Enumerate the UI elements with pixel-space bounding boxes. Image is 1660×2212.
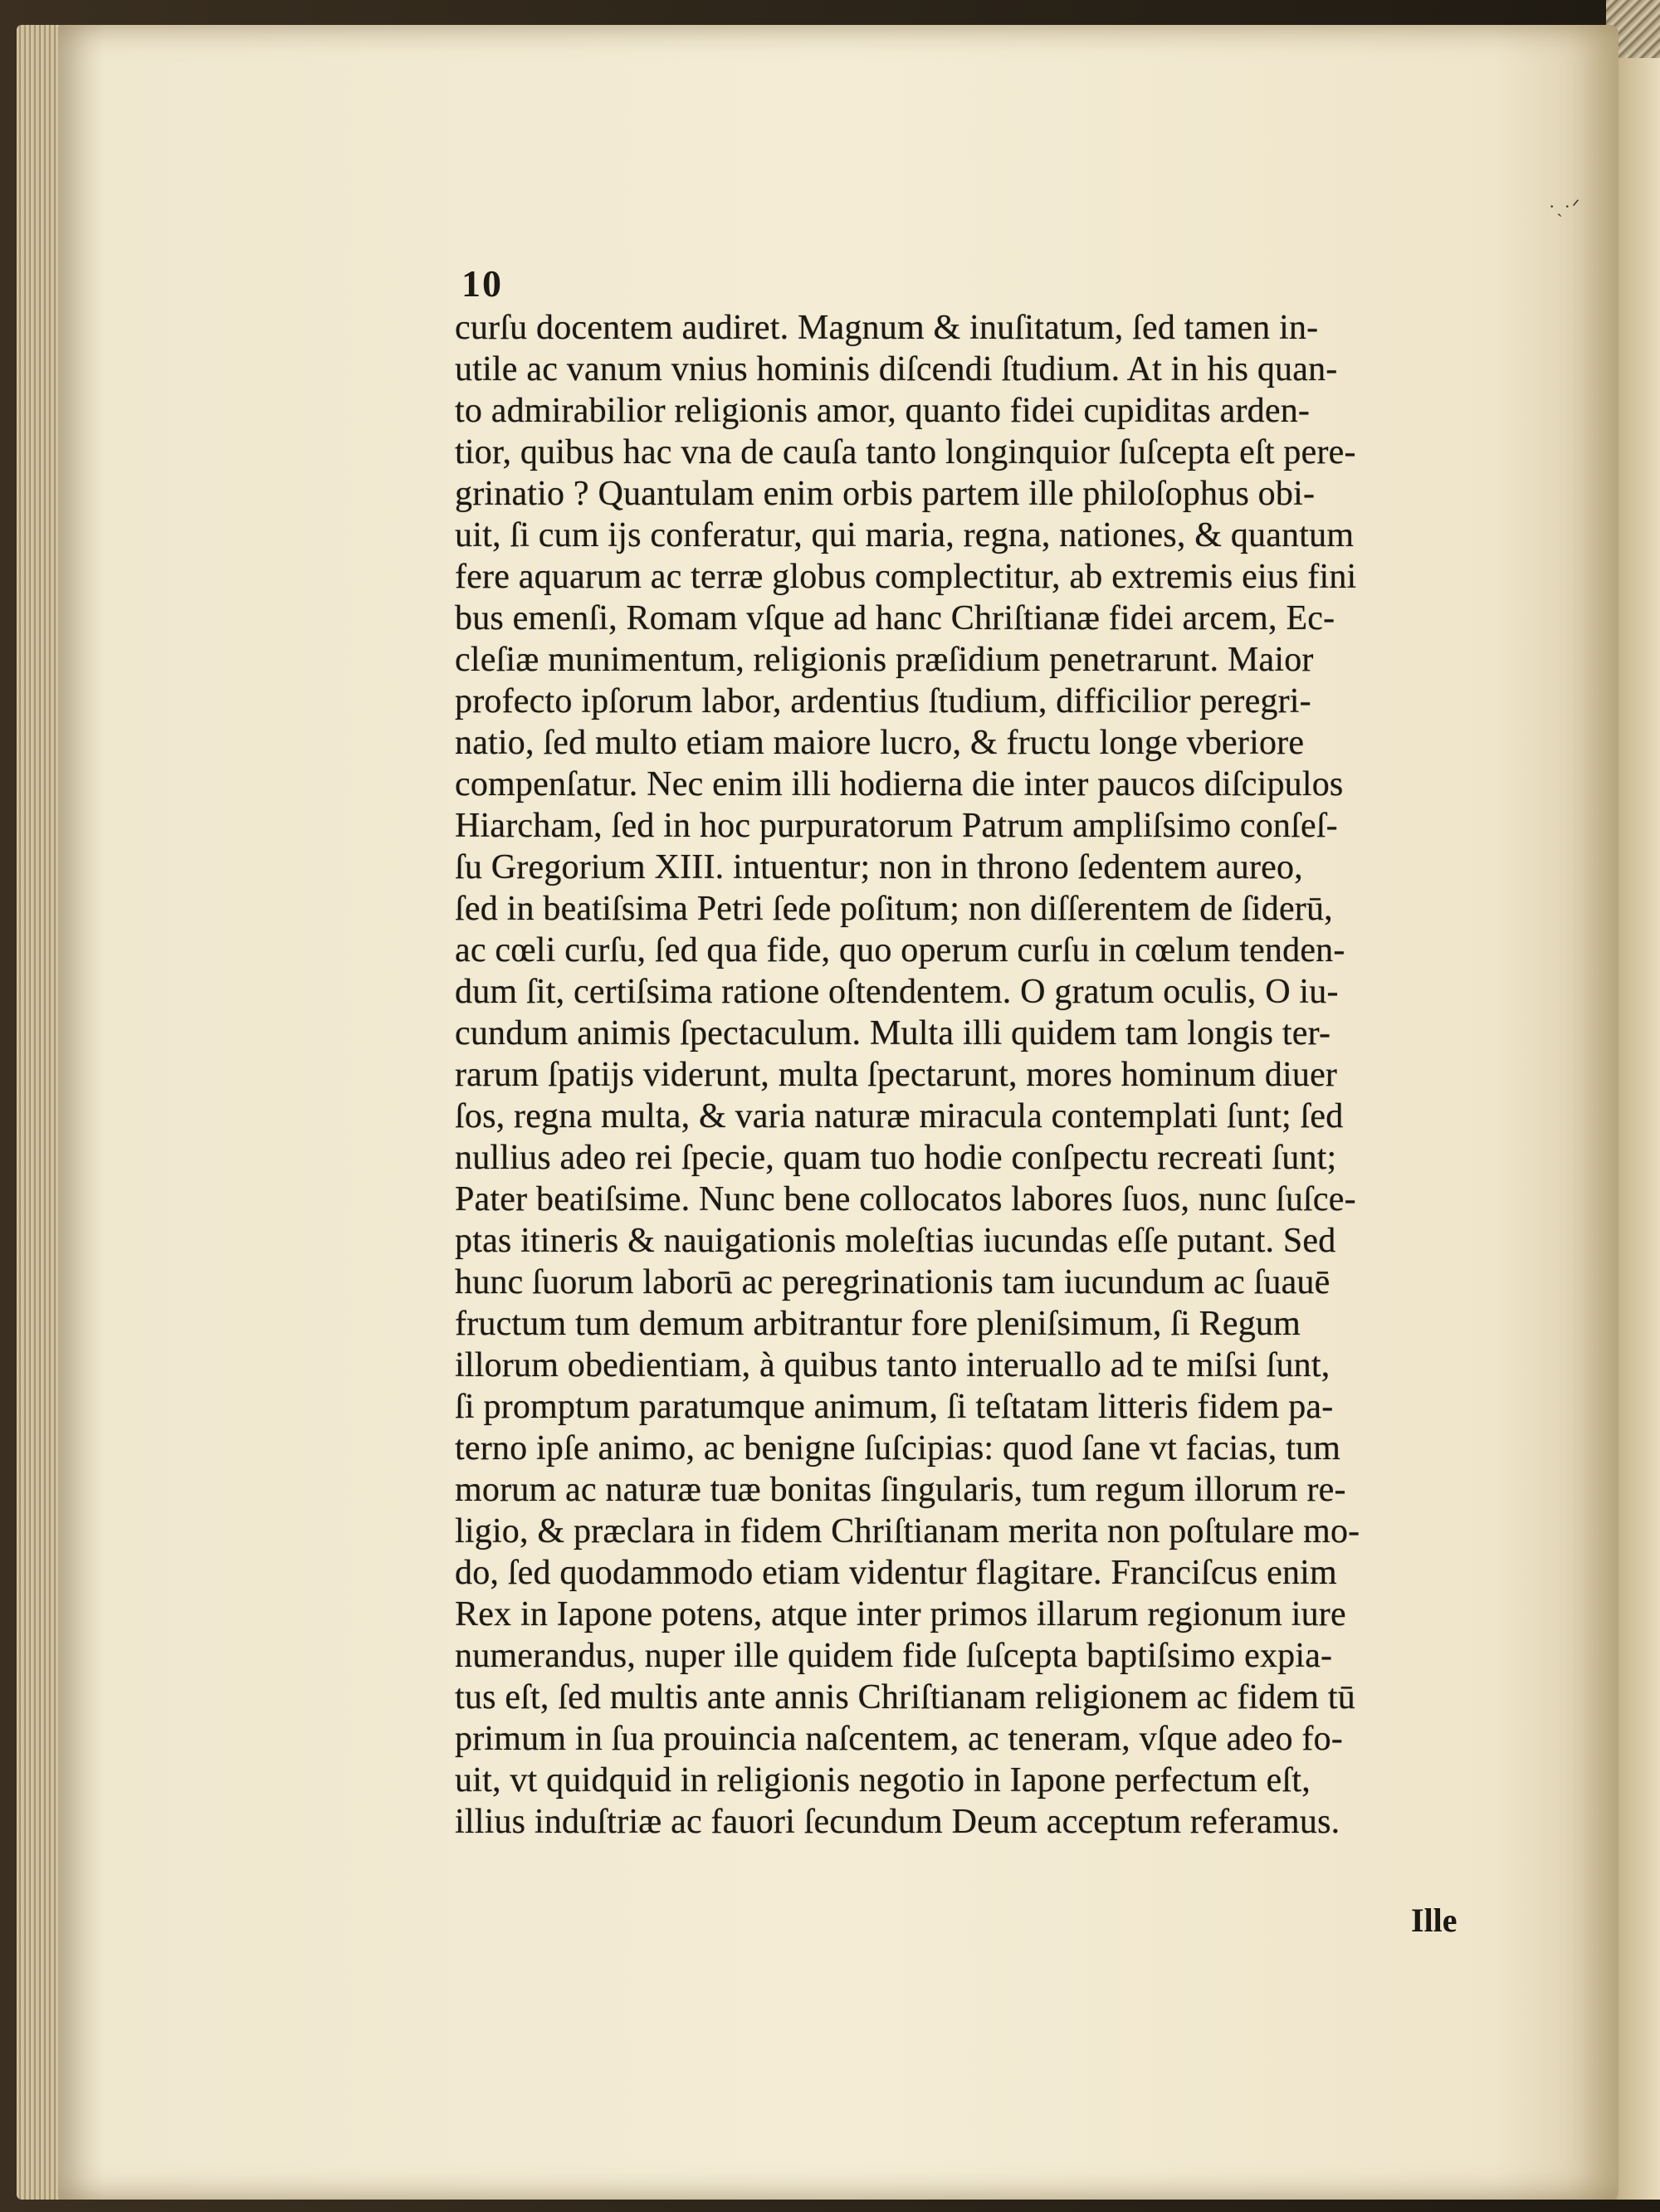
text-line: illius induſtriæ ac fauori ſecundum Deum acceptum referamus.	[455, 1803, 1340, 1841]
text-line: natio, ſed multo etiam maiore lucro, & fructu longe vberiore	[455, 724, 1305, 762]
text-line: ligio, & præclara in fidem Chriſtianam merita non poſtulare mo-	[455, 1512, 1360, 1550]
text-line: uit, vt quidquid in religionis negotio in Iapone perfectum eſt,	[455, 1761, 1311, 1799]
text-line: dum ſit, certiſsima ratione oſtendentem. O gratum oculis, O iu-	[455, 973, 1339, 1011]
text-line: rarum ſpatijs viderunt, multa ſpectarunt, mores hominum diuer	[455, 1056, 1338, 1094]
text-line: cundum animis ſpectaculum. Multa illi quidem tam longis ter-	[455, 1014, 1331, 1052]
text-line: Rex in Iapone potens, atque inter primos illarum regionum iure	[455, 1595, 1346, 1633]
text-line: ſu Gregorium XIII. intuentur; non in throno ſedentem aureo,	[455, 848, 1303, 886]
text-line: compenſatur. Nec enim illi hodierna die inter paucos diſcipulos	[455, 765, 1344, 803]
text-line: fructum tum demum arbitrantur fore pleniſsimum, ſi Regum	[455, 1305, 1301, 1343]
text-line: to admirabilior religionis amor, quanto fidei cupiditas arden-	[455, 392, 1311, 430]
text-line: Pater beatiſsime. Nunc bene collocatos labores ſuos, nunc ſuſce-	[455, 1180, 1356, 1218]
text-line: bus emenſi, Romam vſque ad hanc Chriſtianæ fidei arcem, Ec-	[455, 599, 1335, 637]
text-line: tior, quibus hac vna de cauſa tanto longinquior ſuſcepta eſt pere-	[455, 433, 1356, 471]
text-line: ptas itineris & nauigationis moleſtias iucundas eſſe putant. Sed	[455, 1222, 1336, 1260]
text-line: primum in ſua prouincia naſcentem, ac teneram, vſque adeo fo-	[455, 1720, 1343, 1758]
text-line: grinatio ? Quantulam enim orbis partem ille philoſophus obi-	[455, 475, 1316, 513]
text-line: hunc ſuorum laborū ac peregrinationis tam iucundum ac ſuauē	[455, 1263, 1330, 1301]
margin-ink-mark: ·ˏ·ᐟ	[1549, 196, 1582, 217]
text-line: terno ipſe animo, ac benigne ſuſcipias: quod ſane vt facias, tum	[455, 1429, 1341, 1467]
text-line: nullius adeo rei ſpecie, quam tuo hodie conſpectu recreati ſunt;	[455, 1139, 1337, 1177]
text-line: profecto ipſorum labor, ardentius ſtudium, difficilior peregri-	[455, 682, 1311, 720]
text-line: ac cœli curſu, ſed qua fide, quo operum curſu in cœlum tenden-	[455, 931, 1345, 969]
text-line: Hiarcham, ſed in hoc purpuratorum Patrum ampliſsimo conſeſ-	[455, 807, 1338, 845]
text-line: morum ac naturæ tuæ bonitas ſingularis, tum regum illorum re-	[455, 1471, 1346, 1509]
text-line: numerandus, nuper ille quidem fide ſuſcepta baptiſsimo expia-	[455, 1637, 1333, 1675]
text-line: utile ac vanum vnius hominis diſcendi ſtudium. At in his quan-	[455, 350, 1338, 388]
text-line: illorum obedientiam, à quibus tanto interuallo ad te miſsi ſunt,	[455, 1346, 1330, 1384]
text-line: fere aquarum ac terræ globus complectitur, ab extremis eius fini	[455, 558, 1357, 596]
catchword: Ille	[1411, 1902, 1457, 1939]
text-block	[455, 307, 1476, 1843]
text-line: uit, ſi cum ijs conferatur, qui maria, regna, nationes, & quantum	[455, 516, 1355, 554]
text-line: ſed in beatiſsima Petri ſede poſitum; non diſſerentem de ſiderū,	[455, 890, 1333, 928]
text-line: do, ſed quodammodo etiam videntur flagitare. Franciſcus enim	[455, 1554, 1337, 1592]
text-line: cleſiæ munimentum, religionis præſidium penetrarunt. Maior	[455, 641, 1314, 679]
text-line: tus eſt, ſed multis ante annis Chriſtianam religionem ac fidem tū	[455, 1678, 1355, 1716]
text-line: ſos, regna multa, & varia naturæ miracula contemplati ſunt; ſed	[455, 1097, 1344, 1135]
page-number: 10	[461, 262, 503, 305]
text-line: curſu docentem audiret. Magnum & inuſitatum, ſed tamen in-	[455, 309, 1319, 347]
text-line: ſi promptum paratumque animum, ſi teſtatam litteris fidem pa-	[455, 1388, 1334, 1426]
